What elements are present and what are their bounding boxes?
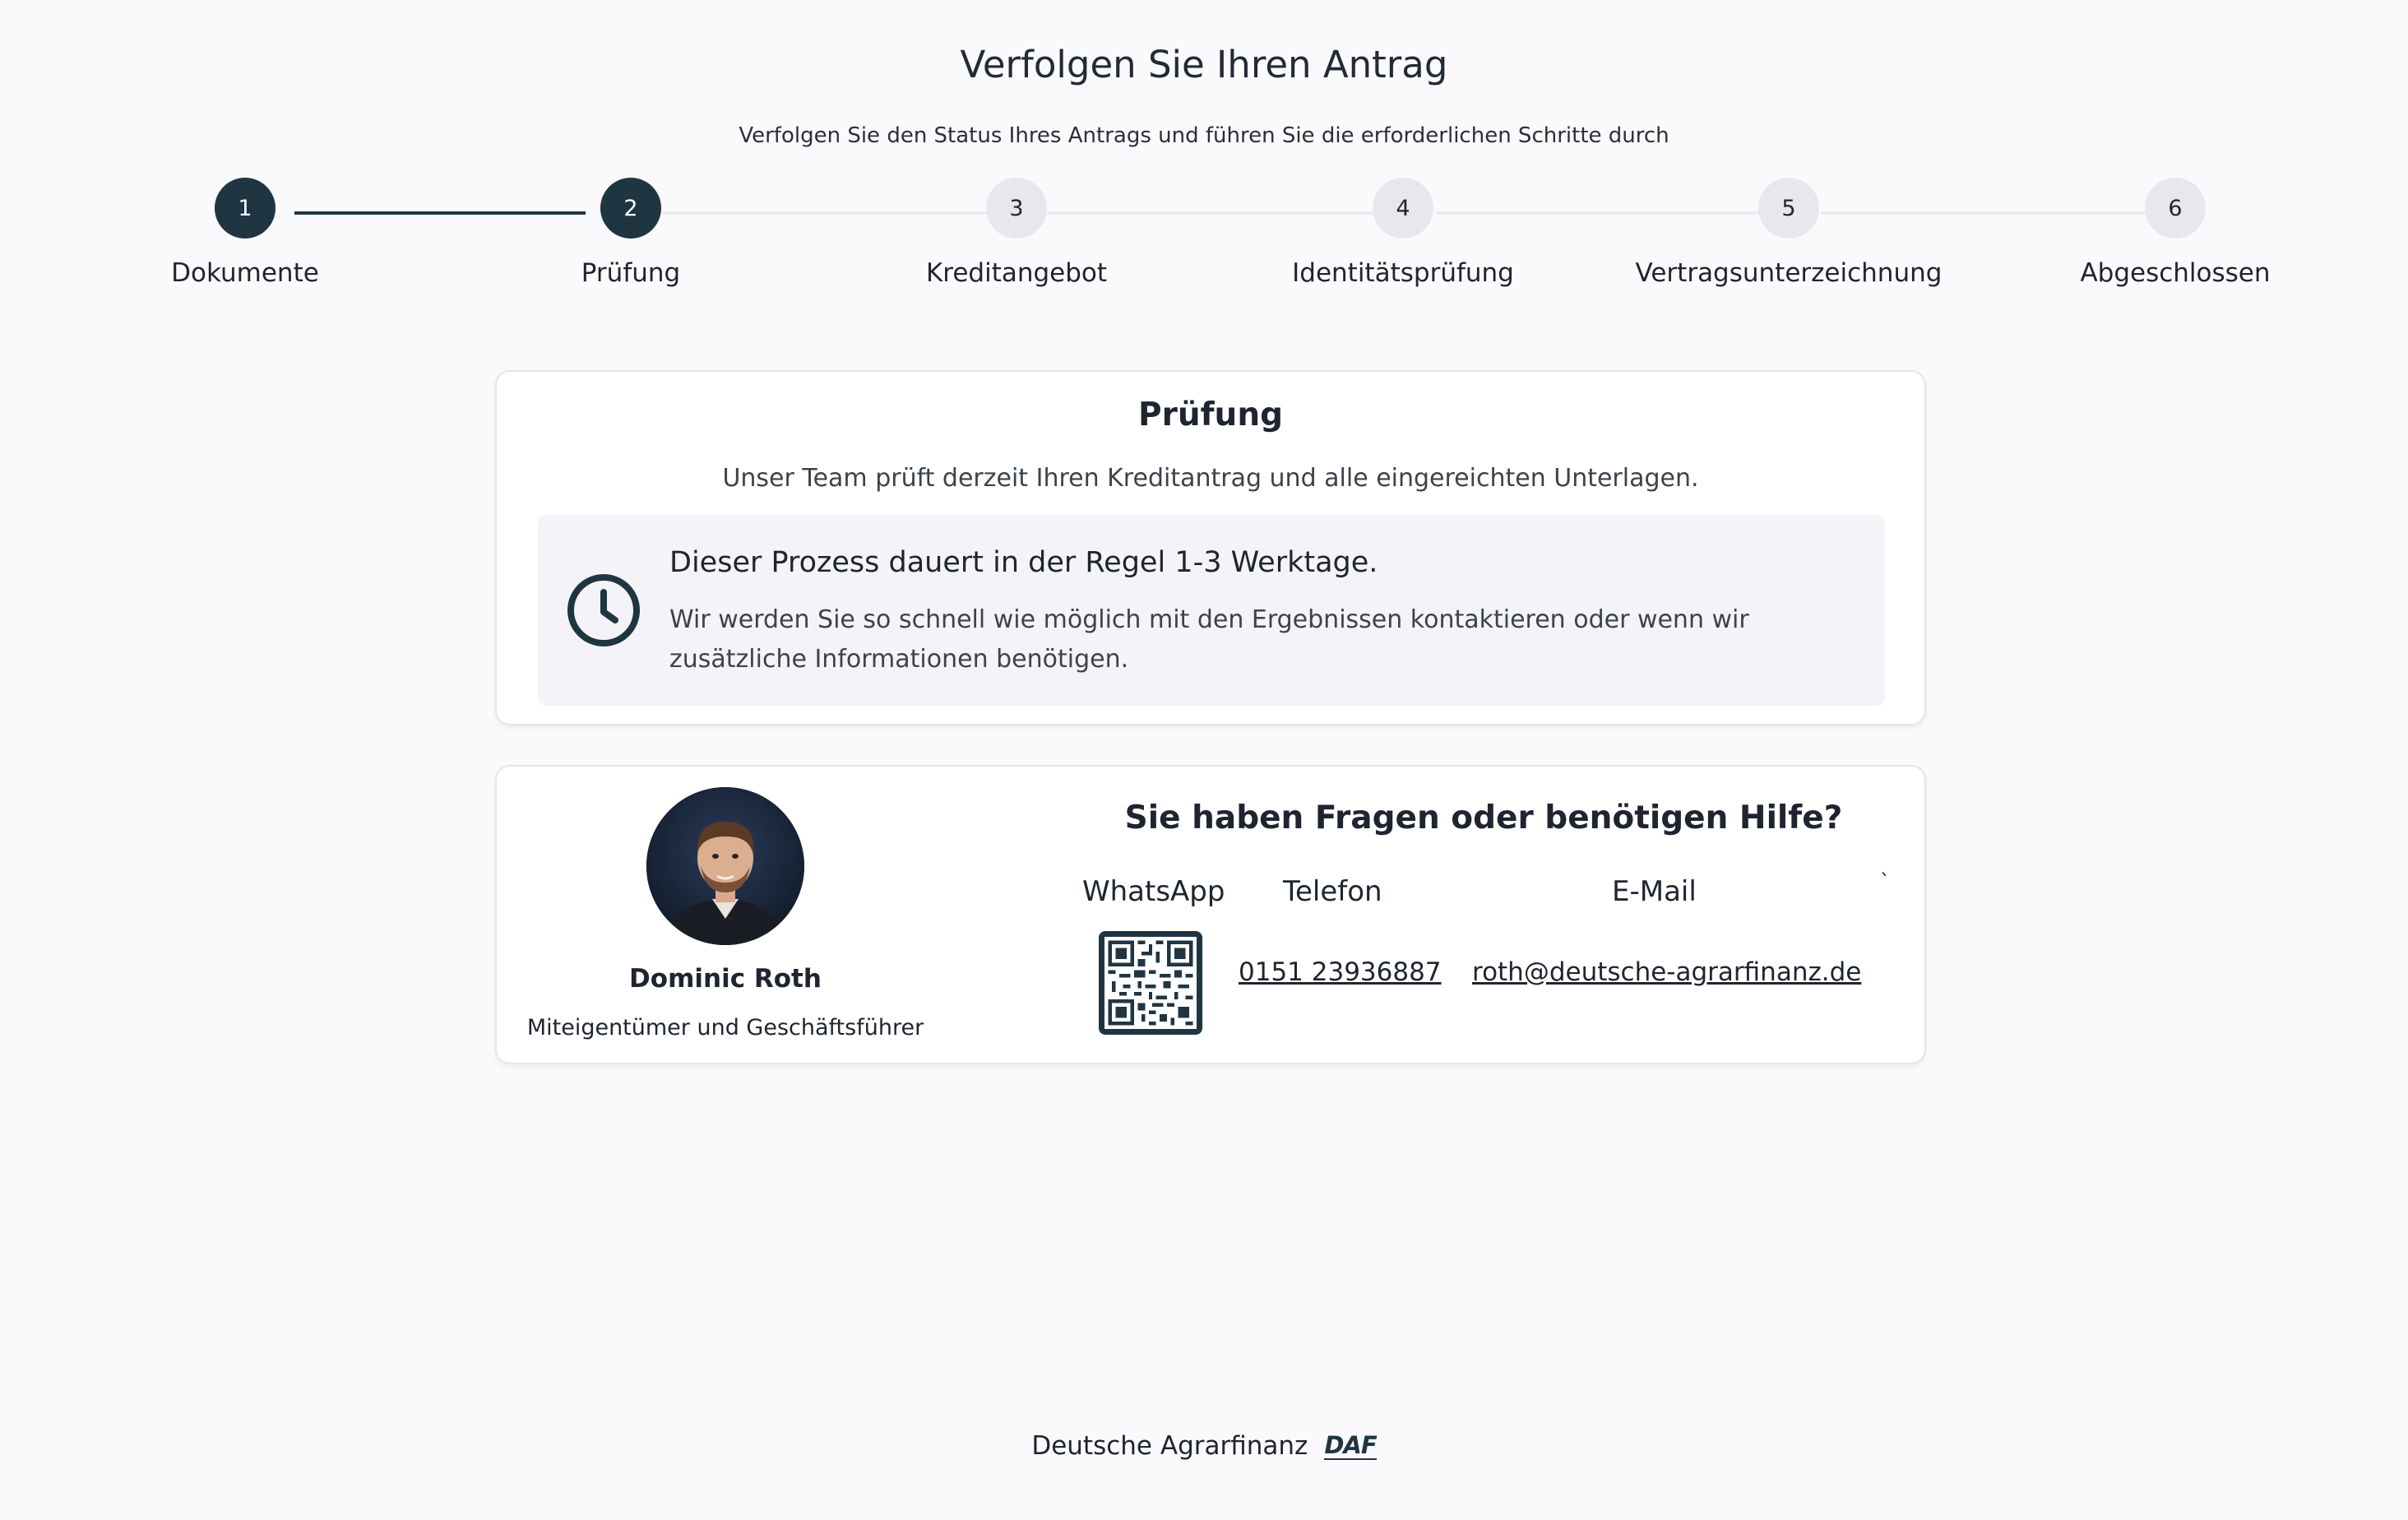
step-number: 1 [215, 178, 276, 239]
progress-stepper [0, 178, 2408, 293]
step-dokumente [81, 178, 410, 288]
whatsapp-qr-code[interactable] [1099, 931, 1202, 1035]
step-kreditangebot [852, 178, 1181, 288]
step-label: Vertragsunterzeichnung [1635, 258, 1943, 288]
qr-code-icon [1104, 937, 1197, 1029]
step-pruefung [466, 178, 795, 288]
phone-link[interactable]: 0151 23936887 [1239, 957, 1442, 987]
review-description: Unser Team prüft derzeit Ihren Kreditantrag und alle eingereichten Unterlagen. [722, 464, 1699, 493]
contact-person-name: Dominic Roth [629, 964, 822, 994]
clock-icon [566, 572, 641, 648]
company-logo: DAF [1324, 1431, 1377, 1459]
avatar [646, 787, 804, 945]
step-number: 6 [2145, 178, 2206, 239]
review-title: Prüfung [1138, 396, 1283, 433]
step-label: Identitätsprüfung [1292, 258, 1514, 288]
whatsapp-label: WhatsApp [1082, 875, 1225, 908]
step-number: 3 [986, 178, 1047, 239]
step-number: 2 [600, 178, 661, 239]
footer-company-name: Deutsche Agrarfinanz [1031, 1431, 1308, 1461]
step-number: 5 [1758, 178, 1819, 239]
page-subtitle: Verfolgen Sie den Status Ihres Antrags und führen Sie die erforderlichen Schritte durch [739, 123, 1669, 148]
email-link[interactable]: roth@deutsche-agrarfinanz.de [1472, 957, 1862, 987]
help-card [495, 765, 1926, 1064]
person-portrait [646, 787, 804, 945]
contact-person-role: Miteigentümer und Geschäftsführer [526, 1015, 924, 1040]
footer [0, 1431, 2408, 1461]
step-number: 4 [1373, 178, 1433, 239]
info-text: Wir werden Sie so schnell wie möglich mit den Ergebnissen kontaktieren oder wenn wir zusätzliche Informationen benötigen. [669, 605, 1749, 674]
phone-label: Telefon [1283, 875, 1382, 908]
step-label: Kreditangebot [925, 258, 1108, 288]
help-title: Sie haben Fragen oder benötigen Hilfe? [1124, 799, 1843, 836]
step-label: Dokumente [171, 258, 319, 288]
step-vertragsunterzeichnung [1624, 178, 1953, 288]
duration-info-box [538, 515, 1885, 706]
email-label: E-Mail [1612, 875, 1697, 908]
page-title: Verfolgen Sie Ihren Antrag [960, 43, 1448, 86]
step-identitaetspruefung [1239, 178, 1568, 288]
stray-mark: ` [1880, 870, 1890, 893]
step-label: Abgeschlossen [2080, 258, 2271, 288]
step-abgeschlossen [2011, 178, 2340, 288]
review-card [495, 370, 1926, 725]
info-title: Dieser Prozess dauert in der Regel 1-3 Werktage. [669, 546, 1378, 579]
step-label: Prüfung [581, 258, 681, 288]
